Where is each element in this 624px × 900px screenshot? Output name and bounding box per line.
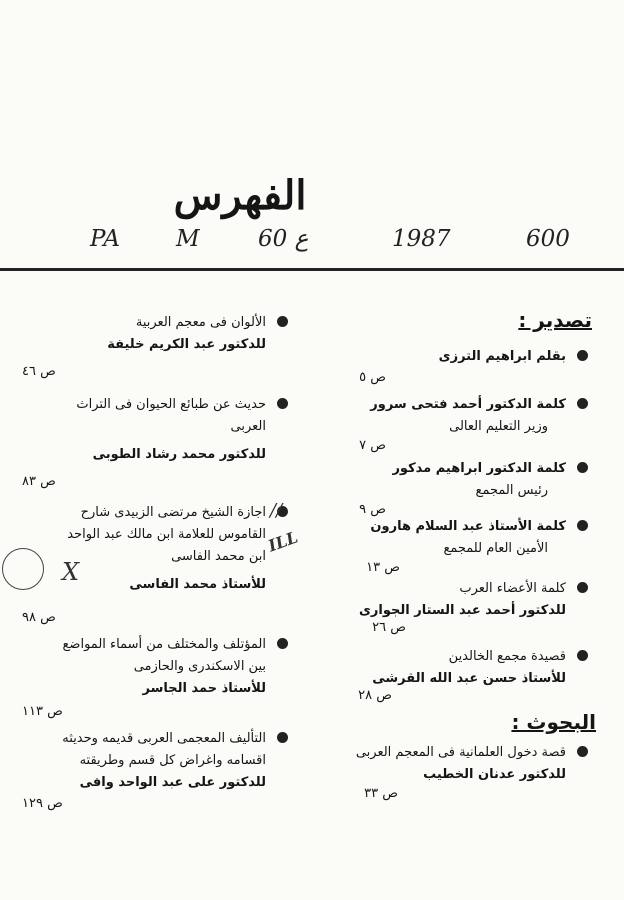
page-ref: ص ٢٦ [372, 620, 406, 635]
toc-entry: كلمة الدكتور أحمد فتحى سرور وزير التعليم العالى [318, 394, 588, 438]
page-ref: ص ١٣ [366, 560, 400, 575]
bullet-icon [277, 638, 288, 649]
page-ref: ص ٧ [359, 438, 386, 453]
title-rule [0, 268, 624, 271]
bullet-icon [277, 732, 288, 743]
toc-entry: حديث عن طبائع الحيوان فى التراث العربى للدكتور محمد رشاد الطوبى [18, 394, 288, 466]
page-ref: ص ٨٣ [22, 474, 56, 489]
toc-entry: المؤتلف والمختلف من أسماء المواضع بين الاسكندرى والحازمى للأستاذ حمد الجاسر [18, 634, 288, 700]
toc-entry: كلمة الأستاذ عبد السلام هارون الأمين العام للمجمع [318, 516, 588, 560]
page-ref: ص ١١٣ [22, 704, 63, 719]
heading-research: البحوث : [511, 710, 596, 734]
toc-entry: كلمة الأعضاء العرب للدكتور أحمد عبد الستار الجوارى [318, 578, 588, 622]
bullet-icon [577, 350, 588, 361]
page-ref: ص ٩ [359, 502, 386, 517]
page-ref: ص ٥ [359, 370, 386, 385]
bullet-icon [577, 462, 588, 473]
margin-circle-mark [2, 548, 44, 590]
page-ref: ص ١٢٩ [22, 796, 63, 811]
bullet-icon [577, 746, 588, 757]
annotation-pa: PA [90, 226, 120, 252]
bullet-icon [577, 650, 588, 661]
page-ref: ص ٣٣ [364, 786, 398, 801]
toc-entry: قصة دخول العلمانية فى المعجم العربى للدكتور عدنان الخطيب [318, 742, 588, 786]
page-ref: ص ٩٨ [22, 610, 56, 625]
bullet-icon [277, 316, 288, 327]
annotation-600: 600 [526, 226, 570, 252]
margin-slash-mark: // [270, 500, 283, 521]
page-ref: ص ٤٦ [22, 364, 56, 379]
annotation-60: 60 ع [258, 226, 309, 252]
annotation-m: M [176, 226, 200, 252]
toc-entry: قصيدة مجمع الخالدين للأستاذ حسن عبد الله القرشى [318, 646, 588, 690]
heading-introduction: تصدير : [518, 308, 592, 332]
toc-entry: كلمة الدكتور ابراهيم مدكور رئيس المجمع [318, 458, 588, 502]
toc-entry: اجازة الشيخ مرتضى الزبيدى شارح القاموس للعلامة ابن مالك عبد الواحد ابن محمد الفاسى للأستاذ محمد الفاسى [18, 502, 288, 596]
toc-entry: الألوان فى معجم العربية للدكتور عبد الكريم خليفة [18, 312, 288, 356]
toc-entry: بقلم ابراهيم الترزى [318, 346, 588, 368]
bullet-icon [277, 398, 288, 409]
annotation-year: 1987 [392, 226, 451, 252]
page-ref: ص ٢٨ [358, 688, 392, 703]
bullet-icon [577, 582, 588, 593]
margin-mark-x: X [62, 558, 80, 586]
toc-entry: التأليف المعجمى العربى قديمه وحديثه اقسامه واغراض كل قسم وطريقته للدكتور على عبد الواحد وافى [18, 728, 288, 794]
bullet-icon [577, 398, 588, 409]
margin-mark-ill: ILL [265, 527, 301, 556]
bullet-icon [577, 520, 588, 531]
page-title: الفهرس [173, 172, 307, 219]
